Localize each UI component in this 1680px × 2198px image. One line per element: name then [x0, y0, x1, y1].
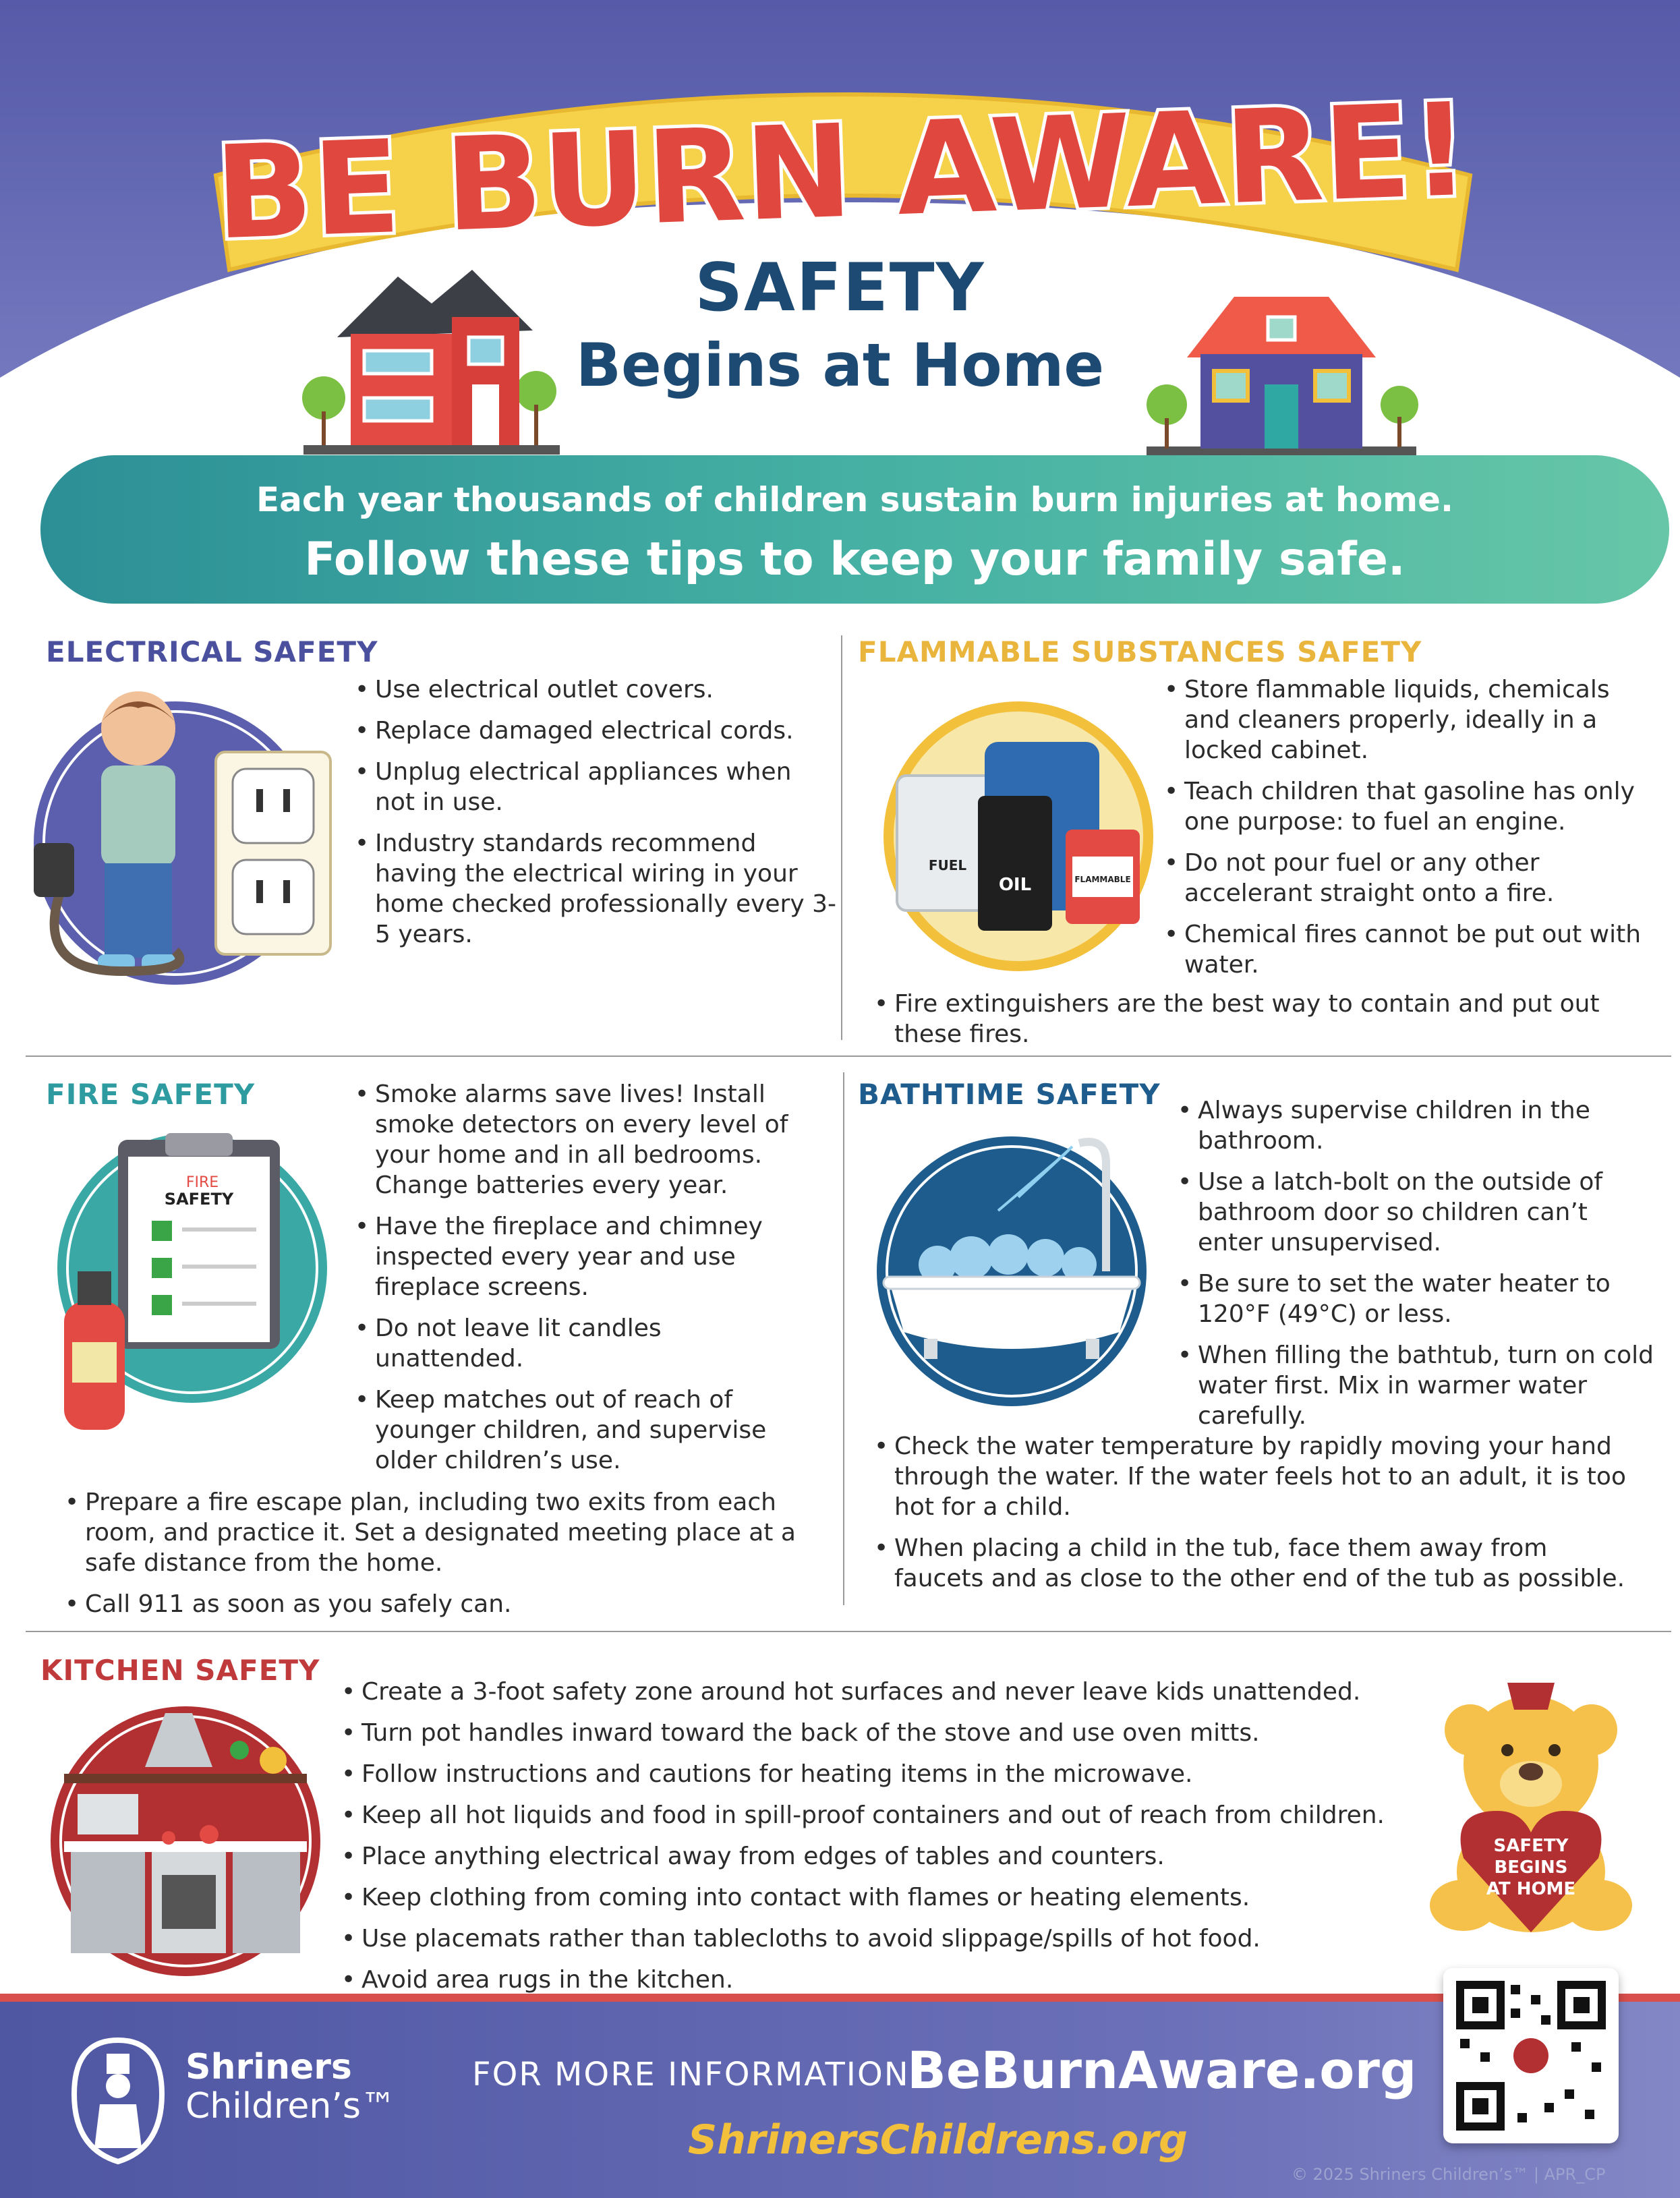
fire-tips-list: [351, 1079, 816, 1486]
section-divider-vertical: [843, 1072, 844, 1605]
kitchen-tips-list: [337, 1677, 1450, 2006]
bathtime-tip: • When placing a child in the tub, face them away from faucets and as close to the other end of the tub as possible.: [870, 1533, 1639, 1594]
section-divider-horizontal: [26, 1055, 1671, 1057]
clipboard-fire-label: FIRE: [185, 1174, 219, 1191]
oil-label: OIL: [998, 875, 1032, 895]
kitchen-safety-title: KITCHEN SAFETY: [40, 1654, 320, 1687]
intro-line-2: Follow these tips to keep your family safe.: [304, 533, 1406, 586]
electrical-safety-illustration: [20, 688, 344, 985]
fire-tip: • Have the fireplace and chimney inspected every year and use fireplace screens.: [351, 1211, 816, 1302]
qr-code-icon: [1443, 1968, 1619, 2143]
heart-line-2: BEGINS: [1494, 1857, 1568, 1878]
kitchen-tip: • Create a 3-foot safety zone around hot surfaces and never leave kids unattended.: [337, 1677, 1450, 1707]
electrical-tip: • Industry standards recommend having the electrical wiring in your home checked professionally every 3-5 years.: [351, 828, 836, 950]
kitchen-tip: • Avoid area rugs in the kitchen.: [337, 1965, 1450, 1995]
heart-line-3: AT HOME: [1486, 1879, 1576, 1899]
electrical-tips-list: [351, 674, 836, 960]
copyright-text: © 2025 Shriners Children’s™ | APR_CP: [1292, 2165, 1606, 2184]
purple-house-illustration: [1140, 270, 1423, 459]
flammable-substances-illustration: [870, 695, 1167, 978]
electrical-tip: • Unplug electrical appliances when not in use.: [351, 757, 836, 817]
fire-safety-illustration: [37, 1126, 347, 1437]
fire-tip: • Smoke alarms save lives! Install smoke detectors on every level of your home and in all bedrooms. Change batteries every year.: [351, 1079, 816, 1201]
flammable-label: FLAMMABLE: [1074, 875, 1131, 884]
qr-code[interactable]: [1443, 1968, 1619, 2143]
banner-title: BE BURN AWARE!: [212, 75, 1472, 268]
bathtime-tip: • Always supervise children in the bathroom.: [1174, 1095, 1659, 1156]
flammable-tip: • Do not pour fuel or any other accelerant straight onto a fire.: [1160, 848, 1659, 908]
shriners-logo-icon: [61, 2033, 175, 2168]
electrical-tip: • Replace damaged electrical cords.: [351, 716, 836, 746]
flammable-tips-list: [1160, 674, 1659, 991]
fire-tip: • Do not leave lit candles unattended.: [351, 1313, 816, 1374]
for-more-info-label: FOR MORE INFORMATION:: [472, 2056, 922, 2093]
kitchen-tip: • Follow instructions and cautions for heating items in the microwave.: [337, 1759, 1450, 1789]
bathtime-safety-illustration: [863, 1123, 1160, 1413]
flammable-tip: • Store flammable liquids, chemicals and cleaners properly, ideally in a locked cabinet.: [1160, 674, 1659, 765]
kitchen-tip: • Place anything electrical away from edges of tables and counters.: [337, 1841, 1450, 1872]
fire-tip: • Call 911 as soon as you safely can.: [61, 1589, 823, 1619]
section-divider-vertical: [841, 635, 842, 1040]
fire-tip: • Keep matches out of reach of younger children, and supervise older children’s use.: [351, 1385, 816, 1476]
flammable-tips-list-bottom: [870, 989, 1612, 1060]
fire-tip: • Prepare a fire escape plan, including two exits from each room, and practice it. Set a designated meeting place at a safe distance from the home.: [61, 1487, 823, 1578]
bathtime-tips-list: [1174, 1095, 1659, 1442]
shrinerschildrens-link[interactable]: ShrinersChildrens.org: [688, 2116, 1188, 2164]
section-divider-horizontal: [26, 1631, 1671, 1632]
kitchen-safety-illustration: [37, 1700, 334, 1990]
flammable-tip: • Fire extinguishers are the best way to contain and put out these fires.: [870, 989, 1612, 1049]
fuel-label: FUEL: [928, 857, 967, 873]
footer-accent-line: [0, 1994, 1680, 2002]
bear-mascot-illustration: [1423, 1656, 1639, 1939]
brand-name-line-2: Children’s™: [185, 2086, 396, 2127]
beburnaware-link[interactable]: BeBurnAware.org: [907, 2040, 1417, 2100]
bathtime-tip: • Be sure to set the water heater to 120°F (49°C) or less.: [1174, 1269, 1659, 1329]
flammable-tip: • Teach children that gasoline has only one purpose: to fuel an engine.: [1160, 776, 1659, 837]
flammable-tip: • Chemical fires cannot be put out with water.: [1160, 919, 1659, 980]
safety-heading: SAFETY: [695, 250, 985, 326]
bathtime-tips-list-bottom: [870, 1431, 1639, 1604]
begins-at-home-heading: Begins at Home: [575, 330, 1105, 400]
heart-line-1: SAFETY: [1493, 1836, 1569, 1856]
kitchen-tip: • Turn pot handles inward toward the back of the stove and use oven mitts.: [337, 1718, 1450, 1748]
bathtime-tip: • Use a latch-bolt on the outside of bathroom door so children can’t enter unsupervised.: [1174, 1167, 1659, 1258]
bathtime-safety-title: BATHTIME SAFETY: [858, 1078, 1161, 1111]
red-house-illustration: [297, 263, 567, 459]
fire-safety-title: FIRE SAFETY: [46, 1078, 256, 1111]
bathtime-tip: • Check the water temperature by rapidly moving your hand through the water. If the water feels hot to an adult, it is too hot for a child.: [870, 1431, 1639, 1522]
electrical-safety-title: ELECTRICAL SAFETY: [46, 635, 378, 668]
flammable-safety-title: FLAMMABLE SUBSTANCES SAFETY: [858, 635, 1422, 668]
fire-tips-list-bottom: [61, 1487, 823, 1630]
clipboard-safety-label: SAFETY: [164, 1190, 234, 1209]
kitchen-tip: • Keep clothing from coming into contact with flames or heating elements.: [337, 1882, 1450, 1913]
kitchen-tip: • Use placemats rather than tablecloths to avoid slippage/spills of hot food.: [337, 1924, 1450, 1954]
electrical-tip: • Use electrical outlet covers.: [351, 674, 836, 705]
intro-line-1: Each year thousands of children sustain burn injuries at home.: [256, 480, 1454, 519]
kitchen-tip: • Keep all hot liquids and food in spill-proof containers and out of reach from children.: [337, 1800, 1450, 1830]
brand-name-line-1: Shriners: [185, 2047, 352, 2087]
bathtime-tip: • When filling the bathtub, turn on cold water first. Mix in warmer water carefully.: [1174, 1340, 1659, 1431]
